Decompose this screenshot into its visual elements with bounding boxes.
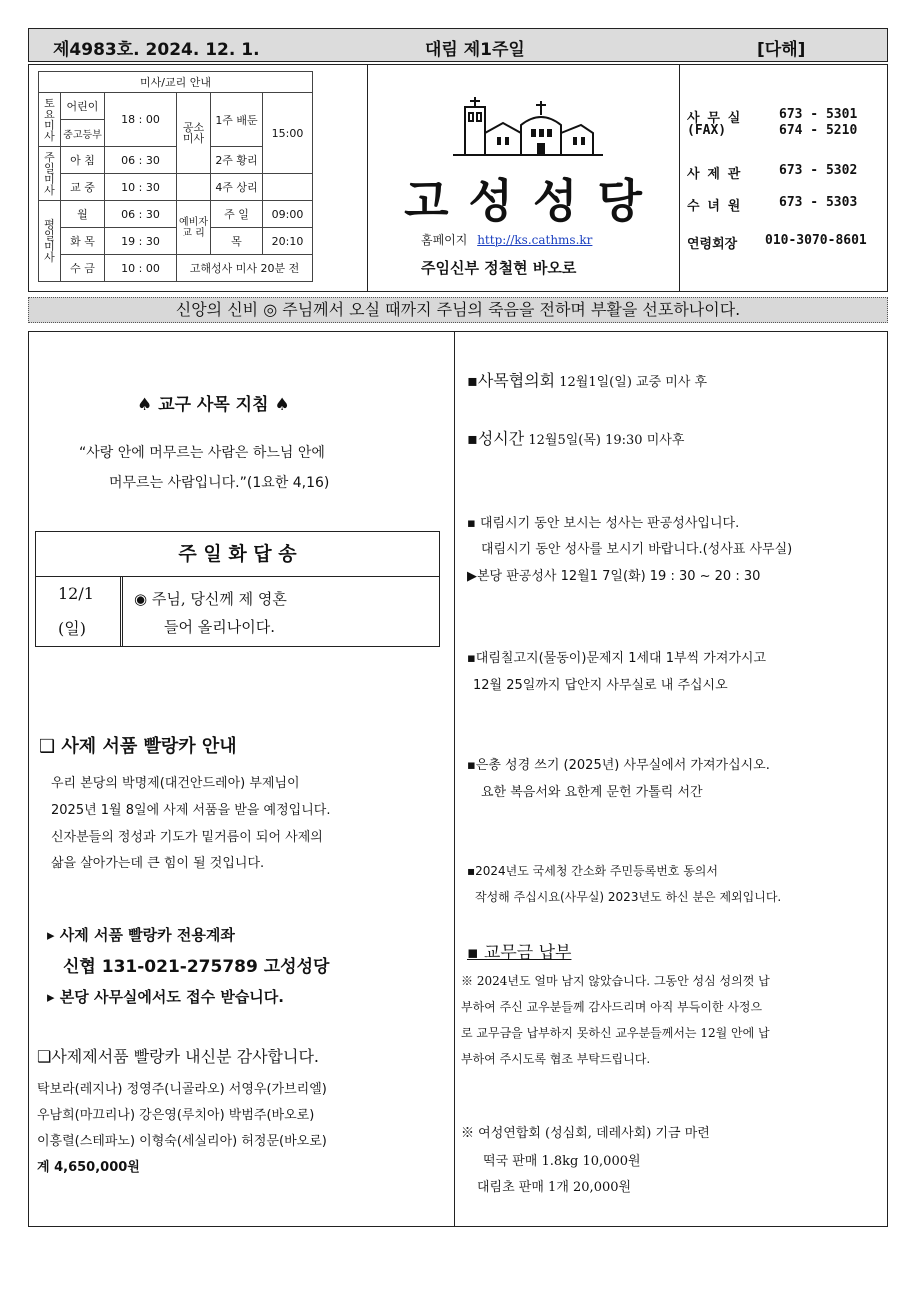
bible-writing-l2: 요한 복음서와 요한계 문헌 가톨릭 서간 — [481, 785, 703, 800]
pastoral-council-text: 12월1일(일) 교중 미사 후 — [555, 375, 708, 390]
wedfri-time: 10 : 00 — [105, 255, 177, 282]
catechumen-label: 예비자 교 리 — [177, 201, 211, 255]
contact-rectory-value: 673 - 5302 — [779, 163, 858, 178]
pastor-name: 주임신부 정철현 바오로 — [421, 259, 577, 277]
mon: 월 — [61, 201, 105, 228]
sun-morning-time: 06 : 30 — [105, 147, 177, 174]
dues-l3: 로 교무금을 납부하지 못하신 교우분들께서는 12월 안에 납 — [461, 1026, 770, 1040]
mission-mass-label: 공소 미사 — [177, 93, 211, 174]
sun-morning: 아 침 — [61, 147, 105, 174]
donors-line2: 우남희(마끄리나) 강은영(루치아) 박범주(바오로) — [37, 1108, 315, 1123]
contact-convent-value: 673 - 5303 — [779, 195, 858, 210]
contact-funeral-value: 010-3070-8601 — [765, 233, 867, 248]
hymn-date: 12/1 — [58, 584, 94, 603]
guide-line1: “사랑 안에 머무르는 사람은 하느님 안에 — [79, 445, 325, 461]
fundraiser-title: ※ 여성연합회 (성심회, 데레사회) 기금 마련 — [461, 1126, 710, 1141]
hymn-line1: ◉ 주님, 당신께 제 영혼 — [134, 590, 287, 608]
hymn-line2: 들어 올리나이다. — [164, 618, 275, 636]
wedfri: 수 금 — [61, 255, 105, 282]
tax-consent-l1: ▪2024년도 국세청 간소화 주민등록번호 동의서 — [467, 864, 718, 878]
thanks-title: ❑사제제서품 빨랑카 내신분 감사합니다. — [37, 1047, 319, 1066]
contact-rectory-label: 사 제 관 — [687, 167, 741, 182]
church-building-icon — [453, 95, 603, 157]
info-box — [28, 64, 888, 292]
cat-thu: 목 — [211, 228, 263, 255]
mission-week4: 4주 상리 — [211, 174, 263, 201]
mass-schedule-table — [38, 71, 313, 282]
donors-line1: 탁보라(레지나) 정영주(니골라오) 서영우(가브리엘) — [37, 1082, 327, 1097]
ordination-p2: 2025년 1월 8일에 사제 서품을 받을 예정입니다. — [51, 803, 331, 818]
confession-notice-l3: ▶본당 판공성사 12월1 7일(화) 19 : 30 ~ 20 : 30 — [467, 569, 761, 584]
sat-youth: 중고등부 — [61, 120, 105, 147]
church-name: 고 성 성 당 — [404, 174, 644, 228]
mission-week1: 1주 배둔 — [211, 93, 263, 147]
mon-time: 06 : 30 — [105, 201, 177, 228]
contact-office-value: 673 - 5301 — [779, 107, 858, 122]
contact-fax-value: 674 - 5210 — [779, 123, 858, 138]
office-note: ▸ 본당 사무실에서도 접수 받습니다. — [47, 988, 284, 1006]
contact-convent-label: 수 녀 원 — [687, 199, 741, 214]
holy-hour-text: 12월5일(목) 19:30 미사후 — [524, 433, 685, 448]
donors-line3: 이흥렬(스테파노) 이형숙(세실리아) 허정문(바오로) — [37, 1134, 327, 1149]
pastoral-council-head: ▪사목협의회 — [467, 371, 556, 390]
confession-note: 고해성사 미사 20분 전 — [177, 255, 313, 282]
contact-office-label: 사 무 실 — [687, 111, 741, 126]
schedule-caption: 미사/교리 안내 — [39, 72, 313, 93]
confession-notice-l2: 대림시기 동안 성사를 보시기 바랍니다.(성사표 사무실) — [481, 542, 793, 557]
tax-consent-l2: 작성해 주십시요(사무실) 2023년도 하신 분은 제외입니다. — [475, 890, 782, 904]
issue-header — [28, 28, 888, 62]
dues-l2: 부하여 주신 교우분들께 감사드리며 아직 부득이한 사정으 — [461, 1000, 763, 1014]
sun-main-time: 10 : 30 — [105, 174, 177, 201]
holy-hour-head: ▪성시간 — [467, 429, 525, 448]
hymn-day: (일) — [58, 619, 86, 638]
account-number: 신협 131-021-275789 고성성당 — [63, 957, 330, 977]
advent-quiz-l2: 12월 25일까지 답안지 사무실로 내 주십시오 — [473, 678, 728, 693]
tuethu-time: 19 : 30 — [105, 228, 177, 255]
contact-fax-label: (FAX) — [687, 123, 727, 138]
ordination-p3: 신자분들의 정성과 기도가 밑거름이 되어 사제의 — [51, 830, 323, 845]
cat-sun: 주 일 — [211, 201, 263, 228]
hymn-title: 주 일 화 답 송 — [36, 532, 439, 577]
advent-quiz-l1: ▪대림칠고지(물동이)문제지 1세대 1부씩 가져가시고 — [467, 651, 767, 666]
homepage-row — [421, 231, 592, 248]
ordination-p1: 우리 본당의 박명제(대건안드레아) 부제님이 — [51, 776, 300, 791]
contact-funeral-label: 연령회장 — [687, 237, 738, 252]
mission-time-blank — [263, 174, 313, 201]
dues-l1: ※ 2024년도 얼마 남지 않았습니다. 그동안 성심 성의껏 납 — [461, 974, 770, 988]
cat-sun-time: 09:00 — [263, 201, 313, 228]
mission-week2: 2주 황리 — [211, 147, 263, 174]
tuethu: 화 목 — [61, 228, 105, 255]
bible-writing-l1: ▪은총 성경 쓰기 (2025년) 사무실에서 가져가십시오. — [467, 758, 770, 773]
fundraiser-rice-cake: 떡국 판매 1.8kg 10,000원 — [483, 1154, 641, 1169]
notice-holy-hour — [467, 426, 684, 449]
saturday-mass-label: 토 요 미 사 — [39, 93, 61, 147]
donation-total: 계 4,650,000원 — [37, 1160, 140, 1175]
dues-title: ▪ 교무금 납부 — [467, 943, 572, 963]
sun-main: 교 중 — [61, 174, 105, 201]
sat-time: 18 : 00 — [105, 93, 177, 147]
motto-bar: 신앙의 신비 ◎ 주님께서 오실 때까지 주님의 죽음을 전하며 부활을 선포하나이다. — [28, 297, 888, 323]
main-content — [28, 331, 888, 1227]
sunday-mass-label: 주 일 미 사 — [39, 147, 61, 201]
notice-pastoral-council — [467, 368, 707, 391]
guide-title: ♠ 교구 사목 지침 ♠ — [137, 395, 290, 415]
fundraiser-advent-candle: 대림초 판매 1개 20,000원 — [477, 1180, 632, 1195]
confession-notice-l1: ▪ 대림시기 동안 보시는 성사는 판공성사입니다. — [467, 516, 740, 531]
mission-label-blank — [177, 174, 211, 201]
homepage-label: 홈페이지 — [421, 233, 468, 247]
ordination-card-title: ❑ 사제 서품 빨랑카 안내 — [39, 736, 237, 757]
mission-time: 15:00 — [263, 93, 313, 174]
weekday-mass-label: 평 일 미 사 — [39, 201, 61, 282]
ordination-p4: 삶을 살아가는데 큰 힘이 될 것입니다. — [51, 856, 265, 871]
account-label: ▸ 사제 서품 빨랑카 전용계좌 — [47, 926, 235, 944]
liturgical-year-tag: [다해] — [757, 40, 806, 60]
sat-kids: 어린이 — [61, 93, 105, 120]
homepage-link[interactable]: http://ks.cathms.kr — [477, 233, 593, 247]
liturgical-sunday: 대림 제1주일 — [425, 40, 525, 60]
cat-thu-time: 20:10 — [263, 228, 313, 255]
dues-l4: 부하여 주시도록 협조 부탁드립니다. — [461, 1052, 651, 1066]
issue-number: 제4983호. 2024. 12. 1. — [53, 40, 260, 60]
guide-line2: 머무르는 사람입니다.”(1요한 4,16) — [109, 475, 330, 491]
responsorial-psalm-box — [35, 531, 440, 647]
